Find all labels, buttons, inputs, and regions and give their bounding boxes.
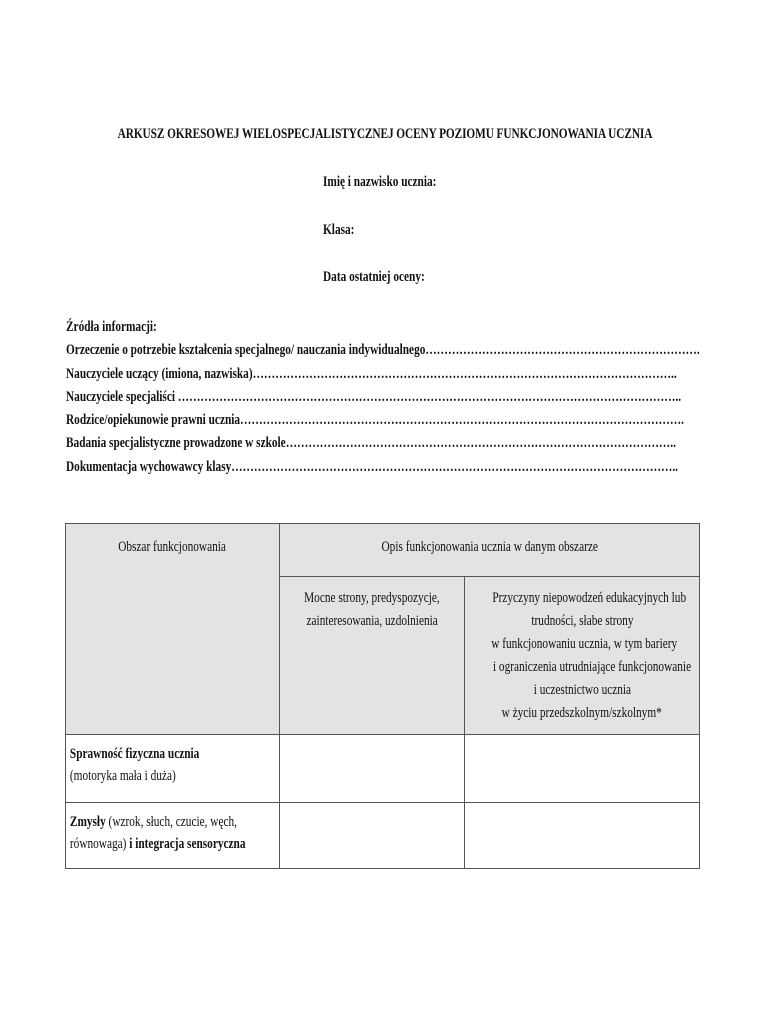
difficulties-line-1: Przyczyny niepowodzeń edukacyjnych lub: [492, 590, 687, 606]
row-physical-title: Sprawność fizyczna ucznia: [69, 746, 200, 762]
table-row: [66, 735, 700, 803]
header-description-label: Opis funkcjonowania ucznia w danym obszarze: [381, 539, 598, 555]
row-senses-title-rest: (wzrok, słuch, czucie, węch,: [105, 814, 237, 830]
row-senses-difficulties-cell[interactable]: [465, 803, 700, 869]
row-senses-label: [66, 803, 280, 869]
source-item-parents: Rodzice/opiekunowie prawni ucznia……………………………………………………………………………………………………….: [66, 412, 684, 429]
difficulties-line-2: trudności, słabe strony: [530, 613, 634, 629]
source-item-research: Badania specjalistyczne prowadzone w szkole…………………………………………………………………………………………..: [66, 435, 676, 452]
row-physical-subtitle: (motoryka mała i duża): [69, 768, 176, 784]
difficulties-line-4: i ograniczenia utrudniające funkcjonowanie: [492, 659, 692, 675]
source-item-certificate: Orzeczenie o potrzebie kształcenia specjalnego/ nauczania indywidualnego……………………………………………………………….: [66, 342, 700, 359]
sources-heading: Źródła informacji:: [66, 319, 157, 335]
student-name-label: Imię i nazwisko ucznia:: [323, 174, 437, 190]
row-senses-strengths-cell[interactable]: [280, 803, 465, 869]
source-item-documentation: Dokumentacja wychowawcy klasy………………………………………………………………………………………………………..: [66, 458, 678, 475]
row-senses-line2: równowaga): [69, 836, 127, 852]
row-physical-difficulties-cell[interactable]: [465, 735, 700, 803]
header-area-label: Obszar funkcjonowania: [118, 539, 227, 555]
header-area: [66, 524, 280, 735]
difficulties-line-5: i uczestnictwo ucznia: [533, 682, 631, 698]
class-label: Klasa:: [323, 222, 355, 238]
table-row: [66, 803, 700, 869]
header-description: [280, 524, 700, 577]
information-sources: [66, 316, 706, 479]
difficulties-line-3: w funkcjonowaniu ucznia, w tym bariery: [491, 636, 678, 652]
strengths-line-1: Mocne strony, predyspozycje,: [304, 590, 440, 606]
row-senses-title: Zmysły: [69, 814, 106, 830]
subheader-strengths: [280, 577, 465, 735]
source-item-specialists: Nauczyciele specjaliści ……………………………………………………………………………………………………………………..: [66, 388, 682, 405]
last-assessment-label: Data ostatniej oceny:: [323, 269, 425, 285]
strengths-line-2: zainteresowania, uzdolnienia: [306, 613, 438, 629]
subheader-difficulties: [465, 577, 700, 735]
difficulties-line-6: w życiu przedszkolnym/szkolnym*: [501, 705, 663, 721]
document-title: ARKUSZ OKRESOWEJ WIELOSPECJALISTYCZNEJ OCENY POZIOMU FUNKCJONOWANIA UCZNIA: [117, 126, 653, 142]
source-item-teachers: Nauczyciele uczący (imiona, nazwiska)…………………………………………………………………………………………………..: [66, 365, 677, 382]
row-physical-label: [66, 735, 280, 803]
row-senses-line2-bold: i integracja sensoryczna: [126, 836, 246, 852]
assessment-table: [65, 523, 700, 869]
row-physical-strengths-cell[interactable]: [280, 735, 465, 803]
